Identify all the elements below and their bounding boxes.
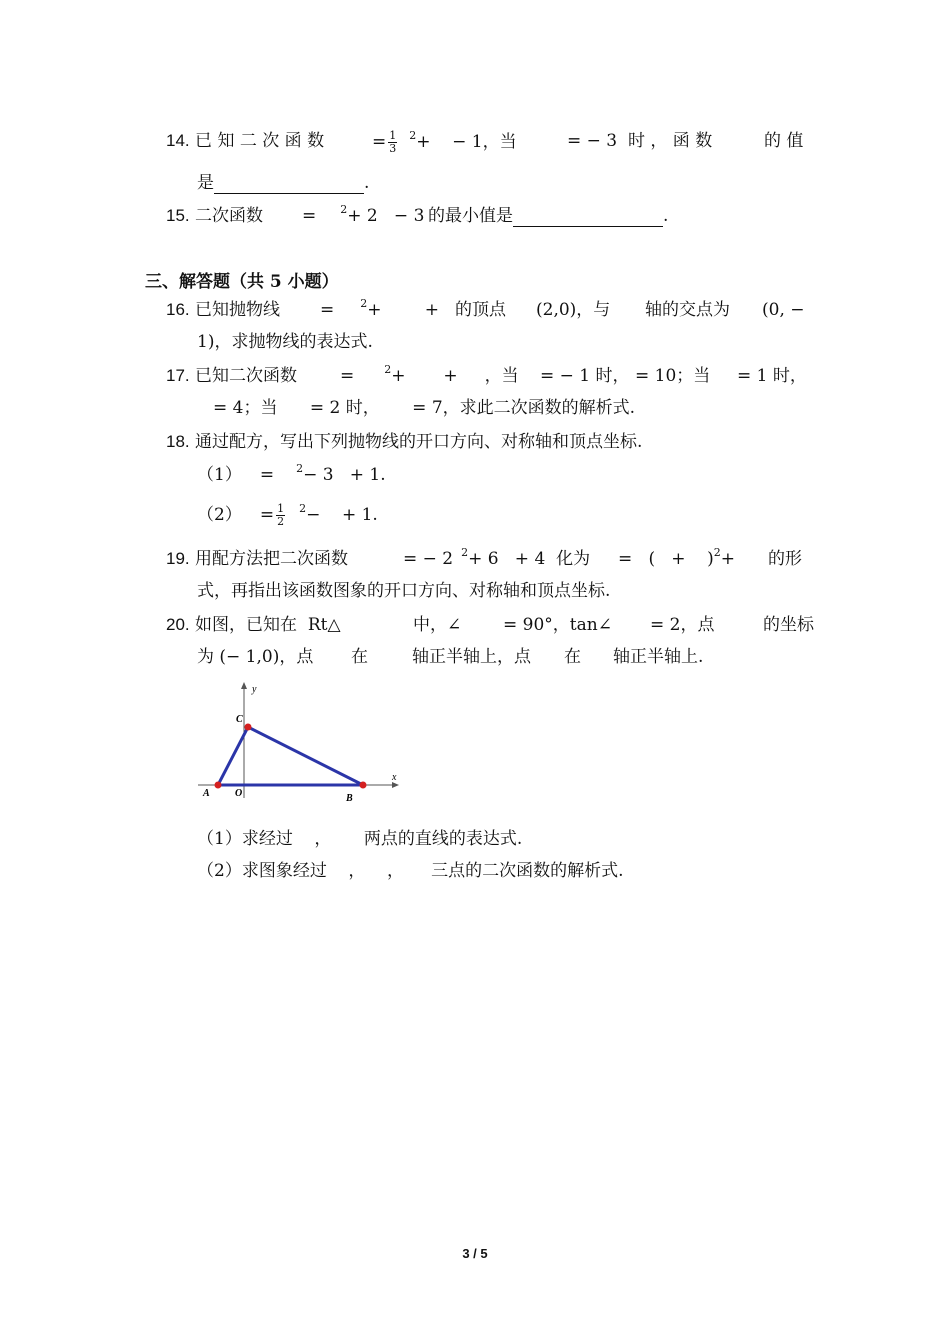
q18-part2-label: （2）	[197, 505, 242, 525]
q18-part1-expr: − 3 + 1.	[303, 465, 386, 485]
q19-form-d: = ( + )	[618, 549, 714, 569]
q20-sub1: （1）求经过 ， 两点的直线的表达式.	[197, 829, 523, 849]
q17-expr-group	[340, 365, 519, 389]
q15-answer-blank[interactable]	[513, 208, 663, 227]
q14-eq1: =	[372, 132, 387, 152]
q14-eq1-group	[372, 130, 517, 155]
q16-text-e: 轴的交点为	[645, 300, 730, 320]
q15-tail: 的最小值是	[428, 206, 513, 226]
point-c	[245, 724, 252, 731]
q14-tail2: 时 ， 函 数	[628, 131, 713, 151]
q15-expr-group	[302, 205, 424, 229]
q18-number: 18.	[166, 432, 190, 451]
q19-form-e: +	[720, 549, 736, 569]
label-y: y	[252, 684, 257, 695]
q15-tail-group	[428, 205, 668, 227]
q15-text: 二次函数	[195, 206, 264, 226]
q15-eq: =	[302, 206, 317, 226]
q17-line1	[166, 365, 297, 387]
q16-sup: 2	[360, 297, 368, 310]
q19-line2: 式，再指出该函数图象的开口方向、对称轴和顶点坐标.	[197, 581, 611, 601]
label-c: C	[236, 714, 243, 725]
q19-sup2: 2	[713, 546, 721, 559]
q20-text-2d: 在	[564, 647, 581, 667]
q16-text-f: (0, −	[762, 300, 805, 320]
q17-line2: = 4；当 = 2 时， = 7，求此二次函数的解析式.	[213, 398, 636, 418]
q15-dot: .	[663, 206, 669, 226]
q14-eq2: = − 3	[567, 131, 618, 151]
q20-sub2: （2）求图象经过 ， ， 三点的二次函数的解析式.	[197, 861, 624, 881]
q18-part1	[197, 464, 386, 488]
q14-tail3: 的 值	[764, 131, 804, 151]
q20-text-b: 中，∠	[413, 615, 462, 635]
q16-text-c: 的顶点	[455, 300, 506, 320]
q20-text-e: 的坐标	[763, 615, 814, 635]
q17-eq: =	[340, 366, 355, 386]
point-a	[215, 782, 222, 789]
q17-text-d: = 10；当	[635, 366, 711, 386]
triangle-figure	[196, 680, 406, 805]
q19-text-f: 的形	[768, 549, 802, 569]
q20-number: 20.	[166, 615, 190, 634]
q18-part2-sup: 2	[299, 502, 307, 515]
q20-text-2b: 在	[351, 647, 368, 667]
q16-line2: 1)，求抛物线的表达式.	[197, 332, 373, 352]
y-axis-arrow	[241, 682, 247, 689]
q16-number: 16.	[166, 300, 190, 319]
q19-number: 19.	[166, 549, 190, 568]
q18-part2-eq: =	[259, 505, 275, 525]
triangle-abc	[218, 727, 363, 785]
q18-part2	[197, 503, 378, 528]
q17-sup: 2	[384, 363, 392, 376]
q18-part1-label: （1）	[197, 465, 242, 485]
q20-text-a: 如图，已知在 Rt△	[195, 615, 341, 635]
q14-sup: 2	[409, 129, 417, 142]
q17-text-c: = − 1 时，	[540, 366, 630, 386]
q15-expr: + 2 − 3	[347, 206, 425, 226]
q18-part2-expr: − + 1.	[306, 505, 378, 525]
q17-expr: + + ，当	[391, 366, 519, 386]
label-x: x	[392, 772, 397, 783]
q14-dot: .	[364, 173, 370, 193]
q14-answer-blank[interactable]	[214, 175, 364, 194]
point-b	[360, 782, 367, 789]
q14-number: 14.	[166, 131, 190, 150]
q18-part2-fraction	[276, 503, 285, 528]
q17-text-a: 已知二次函数	[195, 366, 298, 386]
q20-text-d: = 2，点	[650, 615, 715, 635]
q14-line2	[197, 172, 369, 194]
q14-tail1: + − 1，当	[416, 132, 517, 152]
q14-frac-den: 3	[389, 142, 397, 155]
q16-eq: =	[320, 300, 335, 320]
q16-text-a: 已知抛物线	[195, 300, 281, 320]
q15-number: 15.	[166, 206, 190, 225]
q16-text-d: (2,0)，与	[536, 300, 611, 320]
q18-part1-sup: 2	[296, 462, 304, 475]
q15-sup: 2	[340, 203, 348, 216]
q14-frac-num: 1	[389, 129, 397, 142]
q16-expr-group	[320, 299, 439, 323]
page-number: 3 / 5	[462, 1246, 488, 1261]
q16-expr: + +	[367, 300, 439, 320]
q18-part2-frac-num: 1	[277, 502, 285, 515]
q19-form-group	[618, 548, 735, 572]
q19-line1	[166, 548, 348, 570]
q19-text-a: 用配方法把二次函数	[195, 549, 349, 569]
q17-text-e: = 1 时，	[737, 366, 807, 386]
q17-number: 17.	[166, 366, 190, 385]
q15-line	[166, 205, 263, 227]
q18-line1	[166, 431, 642, 453]
q18-part2-frac-den: 2	[277, 515, 285, 528]
q14-fraction	[388, 130, 397, 155]
q16-line1	[166, 299, 280, 321]
q19-expr-group	[403, 548, 590, 572]
label-b: B	[346, 793, 353, 804]
q20-text-2e: 轴正半轴上.	[613, 647, 704, 667]
q18-text: 通过配方，写出下列抛物线的开口方向、对称轴和顶点坐标.	[195, 432, 643, 452]
q20-text-2c: 轴正半轴上，点	[412, 647, 531, 667]
q18-part1-eq: =	[259, 465, 275, 485]
q20-line1	[166, 614, 341, 636]
q19-expr-b: = − 2	[403, 549, 454, 569]
q20-text-c: = 90°，tan∠	[503, 615, 612, 635]
q20-text-2a: 为 (− 1,0)，点	[197, 647, 314, 667]
q19-expr-c: + 6 + 4 化为	[468, 549, 591, 569]
q14-line1	[166, 130, 324, 152]
label-a: A	[203, 788, 210, 799]
q19-sup1: 2	[461, 546, 469, 559]
q14-line2-text: 是	[197, 173, 214, 193]
q14-text: 已 知 二 次 函 数	[195, 131, 325, 151]
label-o: O	[235, 788, 243, 799]
section-title: 三、解答题（共 5 小题）	[145, 272, 339, 292]
